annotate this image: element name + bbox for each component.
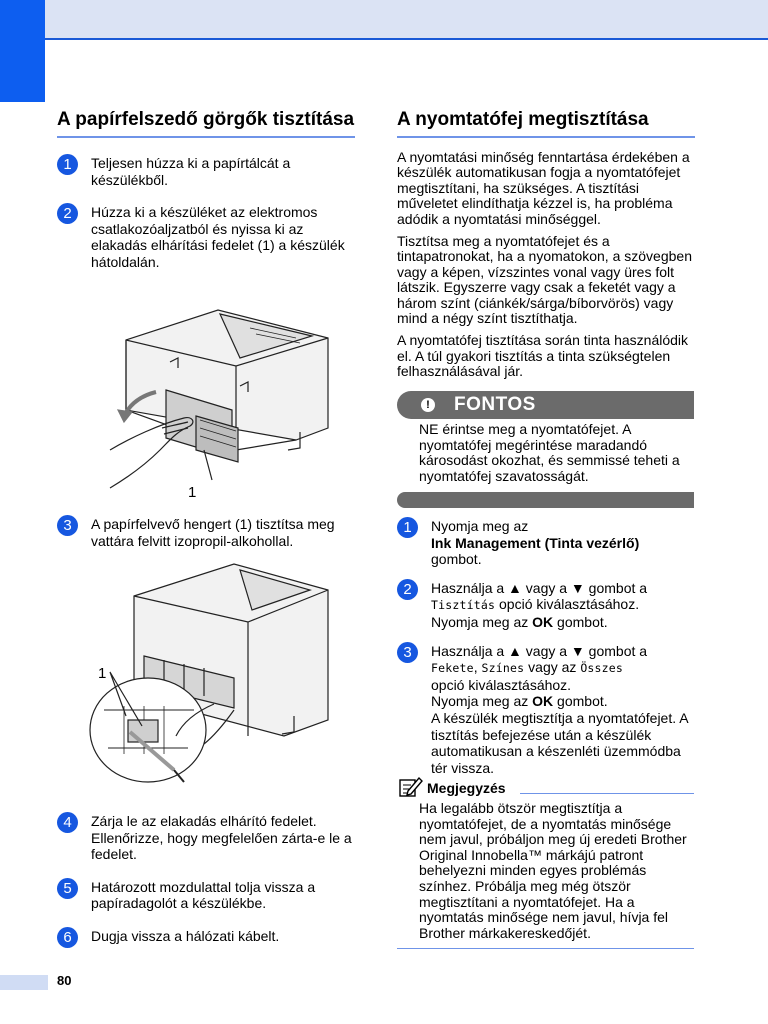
step-text-line: Használja a ▲ vagy a ▼ gombot a [431,579,648,596]
step-number-badge: 1 [57,154,78,175]
roller-step-1 [57,155,355,188]
step-text-line [431,614,695,631]
step-text-fragment: gombot. [553,613,608,630]
intro-paragraph-2: Tisztítsa meg a nyomtatófejet és a tintapatronokat, ha a nyomatokon, a szövegben vagy a képen, vízszintes vonal vagy üres folt látszik. Egyszerre vagy csak a feketét vagy a három színt (ciánkék/sárga/bíborvörös) vagy mind a négy színt tisztíthatja. [397,233,692,327]
step-text: Dugja vissza a hálózati kábelt. [91,927,280,944]
roller-step-2 [57,204,355,270]
step-text-line: gombot. [431,551,482,568]
step-number-badge: 1 [397,517,418,538]
step-text [431,518,695,568]
step-number-badge: 4 [57,812,78,833]
important-text: NE érintse meg a nyomtatófejet. A nyomtatófej megérintése maradandó károsodást okozhat, és semmissé teheti a nyomtatófej szavatosságát. [419,421,680,484]
menu-option-osszes: Összes [580,661,624,676]
left-column [57,108,355,271]
step-text: Zárja le az elakadás elhárító fedelet. Ellenőrizze, hogy megfelelően zárta-e le a fedelet. [91,813,352,863]
printhead-steps [397,518,695,776]
roller-step-5 [57,879,355,912]
step-text: A papírfelvevő hengert (1) tisztítsa meg vattára felvitt izopropil-alkohollal. [91,516,335,549]
step-text: Teljesen húzza ki a papírtálcát a készülékből. [91,155,291,188]
header-band [0,0,768,40]
button-name-ok: OK [532,613,554,630]
figure-rear-cover-open [100,300,340,510]
step-text-fragment: opció kiválasztásához. [495,596,640,613]
important-footer-bar [397,492,694,508]
note-header [397,776,694,798]
intro-paragraph-3: A nyomtatófej tisztítása során tinta használódik el. A túl gyakori tisztítás a tinta szükségtelen felhasználásával jár. [397,332,689,380]
step-text-line: A készülék megtisztítja a nyomtatófejet. A tisztítás befejezése után a készülék automatikusan a készenléti üzemmódba tér vissza. [431,709,688,776]
warning-icon: ! [421,398,435,412]
printhead-step-3 [397,643,695,777]
step-text-line: opció kiválasztásához. [431,676,572,693]
step-text-fragment: vagy az [524,659,581,676]
step-number-badge: 6 [57,927,78,948]
printhead-step-2 [397,580,695,631]
printhead-step-1 [397,518,695,568]
step-text-fragment: Nyomja meg az [431,613,533,630]
important-box [397,391,694,508]
right-column [397,108,695,387]
step-number-badge: 3 [397,642,418,663]
roller-step-4 [57,813,355,863]
figure-callout-label: 1 [98,665,107,682]
step-text: Húzza ki a készüléket az elektromos csatlakozóaljzatból és nyissa ki az elakadás elhárítási fedelet (1) a készülék hátoldalán. [91,204,345,270]
step-text [431,643,695,777]
note-box [397,776,694,949]
left-column-lower [57,516,355,549]
step-text: Határozott mozdulattal tolja vissza a papíradagolót a készülékbe. [91,878,316,912]
menu-option-fekete: Fekete [431,661,474,676]
important-header [397,391,694,419]
step-text-line [431,596,695,614]
chapter-tab [0,0,45,102]
step-number-badge: 5 [57,878,78,899]
button-name-ok: OK [532,693,554,710]
section-title-printhead-cleaning: A nyomtatófej megtisztítása [397,108,695,138]
roller-step-6 [57,928,355,945]
figure-callout-label: 1 [188,484,197,501]
note-header-rule [520,793,694,794]
step-text-fragment: gombot. [553,693,608,710]
step-text-fragment: , [473,659,482,676]
note-bottom-rule [397,948,694,949]
step-text-line [431,693,695,710]
menu-option-tisztitas: Tisztítás [431,598,496,613]
step-text-line: Használja a ▲ vagy a ▼ gombot a [431,642,648,659]
page-number-tab [0,975,48,990]
note-text: Ha legalább ötször megtisztítja a nyomtatófejet, de a nyomtatás minősége nem javul, próbáljon meg új eredeti Brother Original Innobella™ márkájú patront behelyezni minden egyes problémás színhez. Próbálja meg még ötször megtisztítani a nyomtatófejet. Ha a nyomtatás minősége nem javul, hívja fel Brother márkakereskedőjét. [419,800,687,941]
step-text-line [431,659,695,677]
menu-option-szines: Színes [481,661,525,676]
step-text-fragment: Nyomja meg az [431,693,533,710]
section-title-roller-cleaning: A papírfelszedő görgők tisztítása [57,108,355,138]
step-text [431,580,695,631]
step-number-badge: 2 [57,203,78,224]
left-column-bottom [57,813,355,945]
note-title: Megjegyzés [427,780,506,796]
step-text-line: Nyomja meg az [431,518,529,534]
roller-steps [57,155,355,271]
figure-pickup-roller-cleaning [84,560,334,785]
step-number-badge: 2 [397,579,418,600]
note-pencil-icon [399,776,423,798]
intro-paragraph-1: A nyomtatási minőség fenntartása érdekében a készülék automatikusan fogja a nyomtatófejet megtisztítani, ha szükséges. A tisztítási műveletet elindíthatja kézzel is, ha probléma adódik a nyomtatási minőséggel. [397,149,690,227]
page-number: 80 [57,973,72,988]
step-number-badge: 3 [57,515,78,536]
roller-step-3 [57,516,355,549]
button-name-ink-management: Ink Management (Tinta vezérlő) [431,534,640,551]
important-title: FONTOS [454,394,536,415]
